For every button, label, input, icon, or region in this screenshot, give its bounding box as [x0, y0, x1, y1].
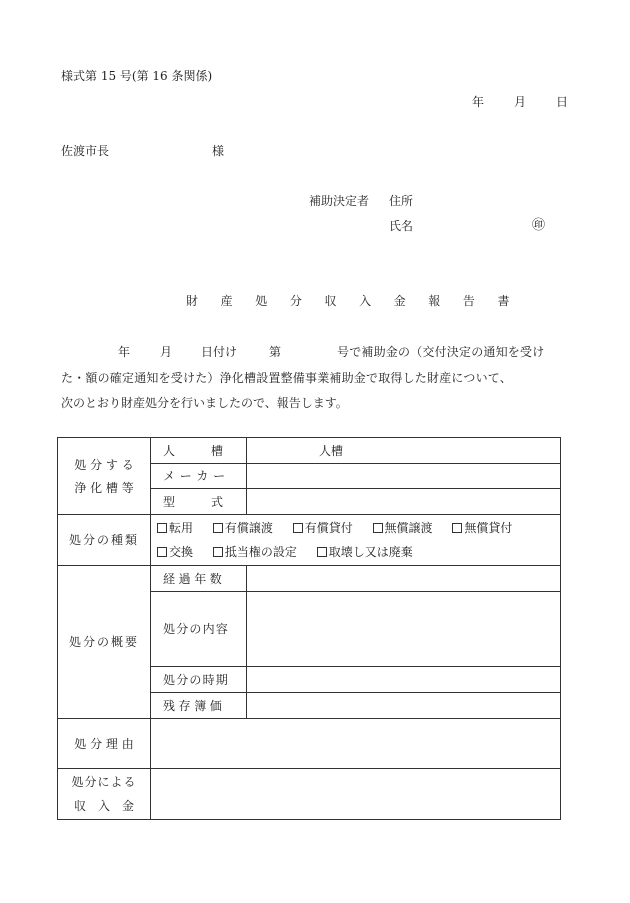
form-number: 様式第 15 号(第 16 条関係) — [61, 69, 213, 83]
body-month: 月 — [160, 345, 173, 359]
type-category-cell: 処分の種類 — [58, 515, 151, 566]
table-row — [58, 719, 561, 769]
disposal-timing-label: 処分の時期 — [151, 667, 247, 693]
tank-model-value[interactable] — [247, 489, 561, 515]
report-table — [57, 437, 561, 820]
body-year: 年 — [118, 345, 131, 359]
tank-capacity-unit: 人槽 — [319, 443, 344, 458]
checkbox-icon — [213, 547, 223, 557]
table-row — [58, 769, 561, 820]
type-options-row2 — [157, 546, 560, 558]
disposal-timing-value[interactable] — [247, 667, 561, 693]
date-day: 日 — [556, 95, 569, 109]
elapsed-years-value[interactable] — [247, 566, 561, 592]
date-month: 月 — [514, 95, 527, 109]
tank-maker-label: メーカー — [151, 464, 247, 489]
applicant-name-label: 氏名 — [389, 219, 414, 233]
date-year: 年 — [472, 95, 485, 109]
income-value[interactable] — [151, 769, 561, 820]
checkbox-icon — [373, 523, 383, 533]
disposal-content-value[interactable] — [247, 592, 561, 667]
checkbox-paid-lending[interactable] — [293, 521, 353, 535]
checkbox-icon — [157, 523, 167, 533]
disposal-content-label: 処分の内容 — [151, 592, 247, 667]
checkbox-conversion[interactable] — [157, 521, 193, 535]
option-label: 有償貸付 — [304, 521, 353, 535]
applicant-address-label: 住所 — [389, 194, 414, 208]
checkbox-demolition[interactable] — [317, 545, 413, 559]
option-label: 転用 — [169, 521, 194, 535]
body-line1-rest: 号で補助金の（交付決定の通知を受け — [337, 345, 545, 359]
checkbox-exchange[interactable] — [157, 545, 193, 559]
seal-mark: ㊞ — [532, 218, 546, 233]
type-options-row1 — [157, 522, 560, 534]
checkbox-icon — [157, 547, 167, 557]
option-label: 無償貸付 — [464, 521, 513, 535]
reason-category-cell: 処 分 理 由 — [58, 719, 151, 769]
reason-value[interactable] — [151, 719, 561, 769]
book-value-label: 残存簿価 — [151, 693, 247, 719]
checkbox-icon — [213, 523, 223, 533]
tank-capacity-label: 人 槽 — [151, 438, 247, 464]
tank-category-line1: 処 分 す る — [74, 457, 134, 472]
book-value-value[interactable] — [247, 693, 561, 719]
tank-capacity-value[interactable] — [247, 438, 561, 464]
body-day: 日付け — [201, 345, 238, 359]
income-category-line2: 収 入 金 — [73, 799, 134, 813]
checkbox-icon — [317, 547, 327, 557]
checkbox-paid-transfer[interactable] — [213, 521, 273, 535]
tank-category-cell — [58, 438, 151, 515]
body-line2: た・額の確定通知を受けた）浄化槽設置整備事業補助金で取得した財産について、 — [61, 371, 512, 385]
checkbox-free-lending[interactable] — [452, 521, 512, 535]
tank-model-label: 型 式 — [151, 489, 247, 515]
option-label: 抵当権の設定 — [224, 545, 297, 559]
document-title: 財 産 処 分 収 入 金 報 告 書 — [186, 294, 512, 308]
option-label: 交換 — [169, 545, 194, 559]
addressee-honorific: 様 — [212, 144, 225, 158]
tank-category-line2: 浄 化 槽 等 — [74, 480, 134, 495]
body-number: 第 — [269, 345, 282, 359]
table-row — [58, 515, 561, 566]
option-label: 無償譲渡 — [384, 521, 433, 535]
income-category-line1: 処分による — [71, 775, 137, 789]
addressee-name: 佐渡市長 — [61, 144, 110, 158]
elapsed-years-label: 経過年数 — [151, 566, 247, 592]
checkbox-icon — [452, 523, 462, 533]
option-label: 取壊し又は廃棄 — [328, 545, 413, 559]
table-row — [58, 438, 561, 464]
checkbox-free-transfer[interactable] — [373, 521, 433, 535]
table-row — [58, 566, 561, 592]
checkbox-icon — [293, 523, 303, 533]
option-label: 有償譲渡 — [224, 521, 273, 535]
body-line3: 次のとおり財産処分を行いましたので、報告します。 — [61, 396, 348, 410]
applicant-role: 補助決定者 — [309, 194, 370, 208]
income-category-cell — [58, 769, 151, 820]
type-options-cell — [151, 515, 561, 566]
checkbox-mortgage[interactable] — [213, 545, 297, 559]
tank-maker-value[interactable] — [247, 464, 561, 489]
overview-category-cell: 処分の概要 — [58, 566, 151, 719]
